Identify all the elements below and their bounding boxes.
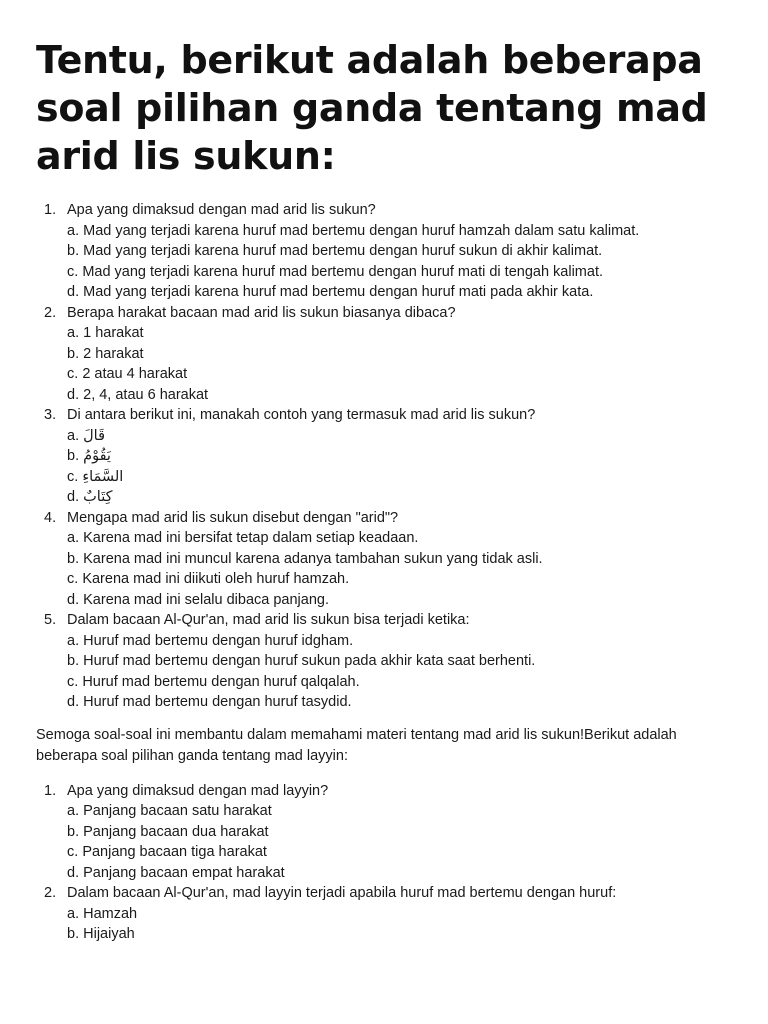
answer-option — [67, 487, 732, 508]
option-text: Karena mad ini selalu dibaca panjang. — [83, 591, 329, 608]
option-letter: d. — [67, 489, 80, 505]
option-list — [67, 323, 732, 405]
option-letter: a. — [67, 222, 80, 239]
question-text: Berapa harakat bacaan mad arid lis sukun biasanya dibaca? — [67, 304, 456, 321]
answer-option — [67, 822, 732, 843]
option-text: Mad yang terjadi karena huruf mad bertemu dengan huruf mati pada akhir kata. — [83, 284, 594, 300]
question-list-mad-arid — [36, 200, 732, 713]
option-list — [67, 426, 732, 508]
option-list — [67, 801, 732, 883]
option-list — [67, 631, 732, 713]
option-text: 2 atau 4 harakat — [82, 366, 188, 382]
option-list — [67, 904, 732, 945]
question-item — [36, 303, 732, 406]
option-letter: a. — [67, 325, 80, 341]
answer-option — [67, 569, 732, 590]
question-text: Apa yang dimaksud dengan mad arid lis sukun? — [67, 202, 376, 218]
option-letter: b. — [67, 823, 80, 840]
option-letter: a. — [67, 427, 80, 444]
question-item — [36, 781, 732, 884]
page-title: Tentu, berikut adalah beberapa soal pilihan ganda tentang mad arid lis sukun: — [36, 38, 708, 178]
answer-option — [67, 446, 732, 467]
option-letter: d. — [67, 864, 80, 881]
option-text: Karena mad ini bersifat tetap dalam setiap keadaan. — [83, 530, 419, 546]
answer-option — [67, 924, 732, 945]
answer-option — [67, 651, 732, 672]
question-number: 1. — [44, 202, 57, 218]
option-letter: b. — [67, 926, 80, 942]
option-list — [67, 528, 732, 610]
option-text: Karena mad ini muncul karena adanya tambahan sukun yang tidak asli. — [83, 550, 543, 567]
option-text: Panjang bacaan tiga harakat — [82, 844, 267, 860]
option-text: Karena mad ini diikuti oleh huruf hamzah. — [82, 571, 350, 587]
answer-option — [67, 692, 732, 713]
question-number: 5. — [44, 612, 57, 628]
answer-option — [67, 344, 732, 365]
option-letter: c. — [67, 263, 79, 280]
option-text: Panjang bacaan dua harakat — [83, 823, 269, 840]
option-letter: c. — [67, 366, 79, 382]
option-letter: d. — [67, 386, 80, 403]
option-letter: a. — [67, 530, 80, 546]
option-text: كِتَابٌ — [83, 489, 113, 505]
answer-option — [67, 262, 732, 283]
question-text: Dalam bacaan Al-Qur'an, mad layyin terjadi apabila huruf mad bertemu dengan huruf: — [67, 885, 617, 901]
question-text: Apa yang dimaksud dengan mad layyin? — [67, 782, 329, 799]
answer-option — [67, 904, 732, 925]
question-item — [36, 405, 732, 508]
option-text: يَقُوْمُ — [83, 448, 111, 464]
answer-option — [67, 801, 732, 822]
question-number: 1. — [44, 782, 57, 799]
option-text: Huruf mad bertemu dengan huruf tasydid. — [83, 694, 352, 710]
option-text: 1 harakat — [83, 325, 144, 341]
answer-option — [67, 549, 732, 570]
option-letter: c. — [67, 571, 79, 587]
question-text: Di antara berikut ini, manakah contoh yang termasuk mad arid lis sukun? — [67, 407, 536, 423]
option-text: Panjang bacaan satu harakat — [83, 803, 272, 819]
option-letter: b. — [67, 653, 80, 669]
answer-option — [67, 590, 732, 611]
option-text: Huruf mad bertemu dengan huruf idgham. — [83, 632, 354, 649]
question-item — [36, 610, 732, 713]
option-text: قَالَ — [83, 427, 106, 444]
option-text: Mad yang terjadi karena huruf mad bertemu dengan huruf mati di tengah kalimat. — [82, 263, 604, 280]
answer-option — [67, 426, 732, 447]
question-number: 4. — [44, 509, 57, 526]
question-item — [36, 883, 732, 945]
option-letter: b. — [67, 448, 80, 464]
question-item — [36, 200, 732, 303]
option-text: السَّمَاءِ — [82, 468, 124, 485]
option-list — [67, 221, 732, 303]
answer-option — [67, 385, 732, 406]
option-text: Hamzah — [83, 905, 138, 922]
answer-option — [67, 631, 732, 652]
option-letter: b. — [67, 550, 80, 567]
option-letter: a. — [67, 905, 80, 922]
answer-option — [67, 323, 732, 344]
option-letter: a. — [67, 632, 80, 649]
question-text: Dalam bacaan Al-Qur'an, mad arid lis sukun bisa terjadi ketika: — [67, 612, 470, 628]
answer-option — [67, 672, 732, 693]
option-text: Mad yang terjadi karena huruf mad bertemu dengan huruf sukun di akhir kalimat. — [83, 243, 603, 259]
answer-option — [67, 528, 732, 549]
option-text: Hijaiyah — [83, 926, 135, 942]
answer-option — [67, 221, 732, 242]
option-letter: c. — [67, 844, 79, 860]
answer-option — [67, 842, 732, 863]
option-letter: c. — [67, 468, 79, 485]
option-letter: d. — [67, 284, 80, 300]
question-text: Mengapa mad arid lis sukun disebut dengan "arid"? — [67, 509, 399, 526]
answer-option — [67, 467, 732, 488]
option-text: 2 harakat — [83, 345, 144, 362]
question-number: 2. — [44, 885, 57, 901]
option-letter: d. — [67, 694, 80, 710]
answer-option — [67, 241, 732, 262]
answer-option — [67, 863, 732, 884]
question-item — [36, 508, 732, 611]
option-text: Huruf mad bertemu dengan huruf qalqalah. — [82, 673, 360, 690]
option-letter: b. — [67, 345, 80, 362]
transition-paragraph: Semoga soal-soal ini membantu dalam memahami materi tentang mad arid lis sukun!Berikut adalah beberapa soal pilihan ganda tentang mad layyin: — [36, 726, 677, 764]
option-letter: b. — [67, 243, 80, 259]
option-text: Panjang bacaan empat harakat — [83, 864, 285, 881]
option-text: Huruf mad bertemu dengan huruf sukun pada akhir kata saat berhenti. — [83, 653, 536, 669]
answer-option — [67, 282, 732, 303]
option-letter: d. — [67, 591, 80, 608]
option-letter: c. — [67, 673, 79, 690]
option-letter: a. — [67, 803, 80, 819]
option-text: 2, 4, atau 6 harakat — [83, 386, 209, 403]
question-number: 2. — [44, 304, 57, 321]
option-text: Mad yang terjadi karena huruf mad bertemu dengan huruf hamzah dalam satu kalimat. — [83, 222, 640, 239]
answer-option — [67, 364, 732, 385]
question-list-mad-layyin — [36, 781, 732, 945]
question-number: 3. — [44, 407, 57, 423]
